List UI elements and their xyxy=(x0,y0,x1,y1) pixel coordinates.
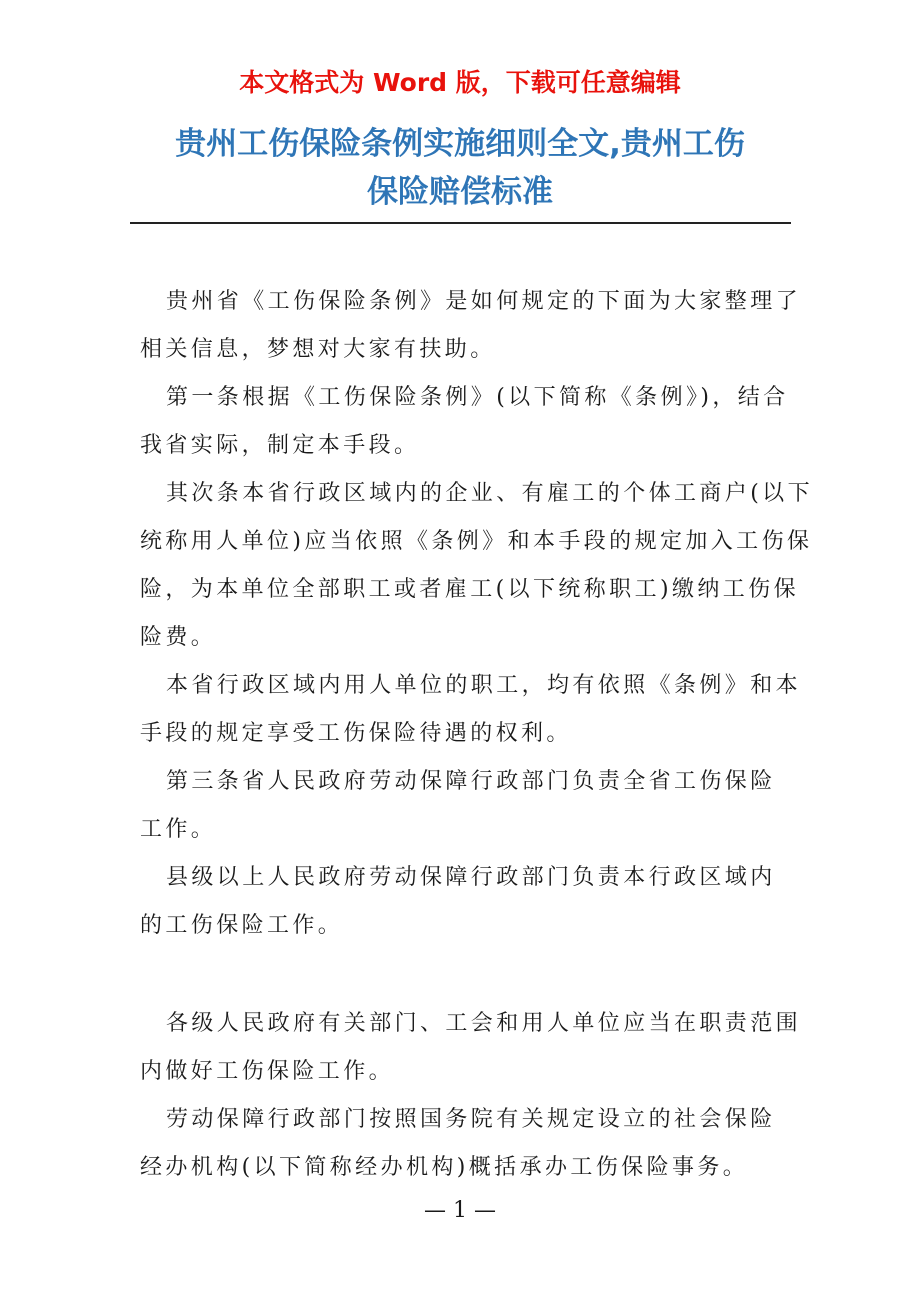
title-line-2: 保险赔偿标准 xyxy=(367,174,553,210)
paragraph xyxy=(140,1096,782,1192)
paragraph-line: 的工伤保险工作。 xyxy=(140,913,344,938)
paragraph-line: 工作。 xyxy=(140,817,217,842)
paragraph-line: 各级人民政府有关部门、工会和用人单位应当在职责范围 xyxy=(166,1011,802,1036)
paragraph xyxy=(140,662,802,758)
paragraph-line: 第一条根据《工伤保险条例》(以下简称《条例》)，结合 xyxy=(166,385,789,410)
paragraph-line: 手段的规定享受工伤保险待遇的权利。 xyxy=(140,721,572,746)
paragraph-line: 第三条省人民政府劳动保障行政部门负责全省工伤保险 xyxy=(166,769,776,794)
paragraph xyxy=(140,1000,802,1096)
page-number: — 1 — xyxy=(424,1198,496,1223)
word-format-banner: 本文格式为 Word 版，下载可任意编辑 xyxy=(239,68,681,97)
paragraph-line: 内做好工伤保险工作。 xyxy=(140,1059,395,1084)
paragraph xyxy=(140,470,813,662)
paragraph-line: 贵州省《工伤保险条例》是如何规定的下面为大家整理了 xyxy=(166,289,802,314)
title-divider xyxy=(130,222,791,224)
body-section-2 xyxy=(140,1000,802,1192)
paragraph xyxy=(140,278,802,374)
paragraph xyxy=(140,854,782,950)
paragraph-line: 县级以上人民政府劳动保障行政部门负责本行政区域内 xyxy=(166,865,776,890)
title-line-1: 贵州工伤保险条例实施细则全文,贵州工伤 xyxy=(175,126,745,162)
paragraph xyxy=(140,758,782,854)
paragraph-line: 本省行政区域内用人单位的职工，均有依照《条例》和本 xyxy=(166,673,802,698)
paragraph-line: 其次条本省行政区域内的企业、有雇工的个体工商户(以下 xyxy=(166,481,813,506)
paragraph-line: 劳动保障行政部门按照国务院有关规定设立的社会保险 xyxy=(166,1107,776,1132)
paragraph-line: 统称用人单位)应当依照《条例》和本手段的规定加入工伤保 xyxy=(140,529,813,554)
paragraph-line: 相关信息，梦想对大家有扶助。 xyxy=(140,337,496,362)
paragraph-line: 险费。 xyxy=(140,625,217,650)
document-title xyxy=(130,120,790,216)
paragraph-line: 经办机构(以下简称经办机构)概括承办工伤保险事务。 xyxy=(140,1155,749,1180)
paragraph-line: 险，为本单位全部职工或者雇工(以下统称职工)缴纳工伤保 xyxy=(140,577,799,602)
body-section-1 xyxy=(140,278,813,950)
paragraph xyxy=(140,374,789,470)
paragraph-line: 我省实际，制定本手段。 xyxy=(140,433,420,458)
